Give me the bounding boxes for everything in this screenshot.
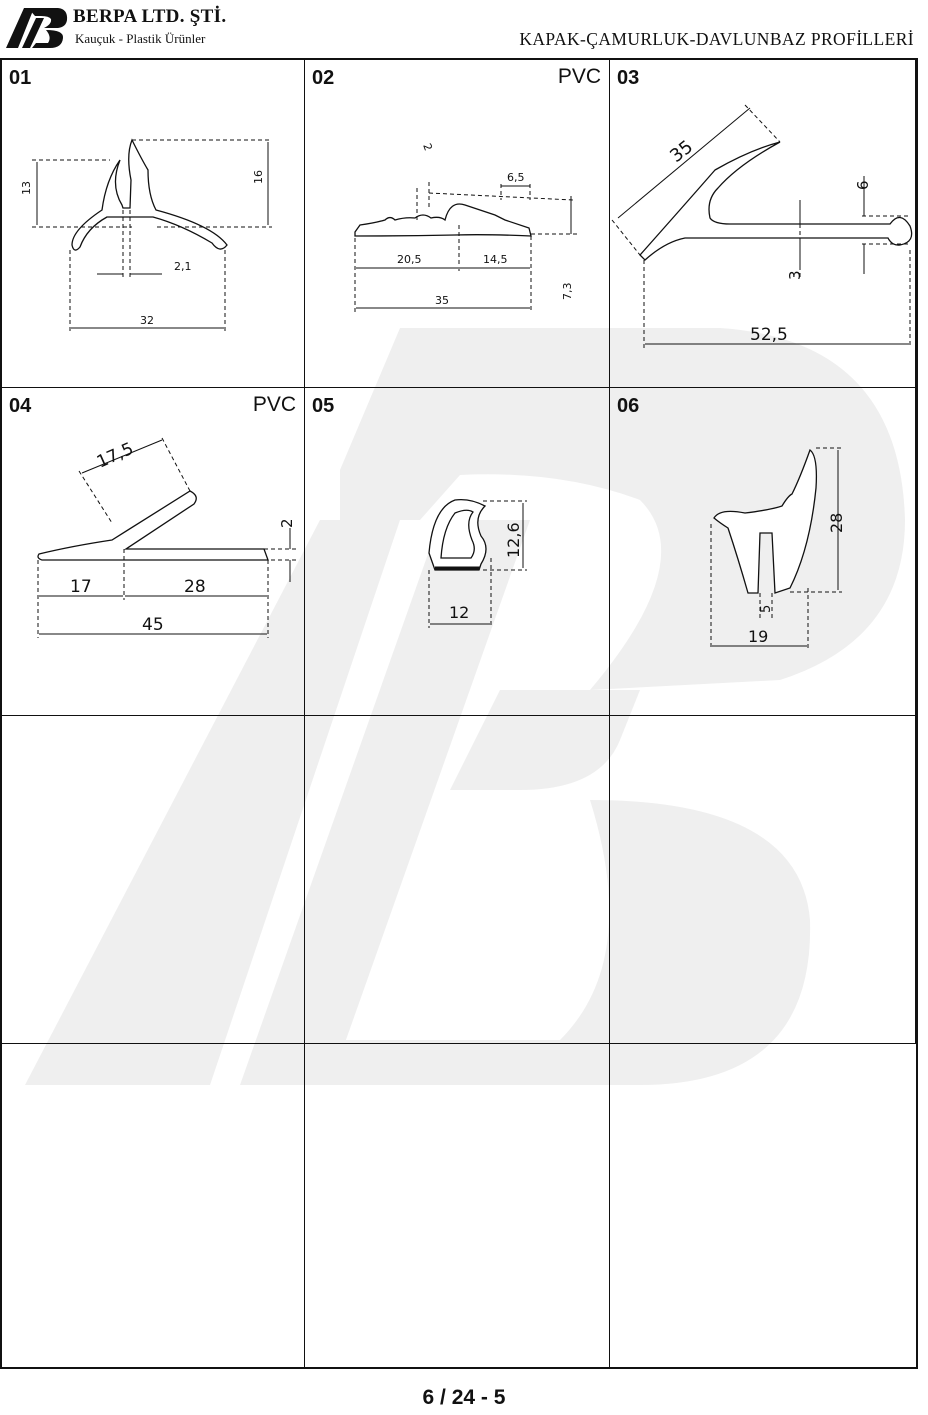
dim-label: 28 bbox=[184, 577, 206, 597]
profile-number: 05 bbox=[312, 395, 335, 417]
profile-number: 03 bbox=[617, 67, 640, 89]
empty-cell bbox=[610, 716, 916, 1044]
empty-cell bbox=[610, 1044, 916, 1369]
company-name: BERPA LTD. ŞTİ. bbox=[73, 6, 227, 27]
empty-cell bbox=[305, 1044, 610, 1369]
profile-cell-06 bbox=[610, 388, 916, 716]
page-title: KAPAK-ÇAMURLUK-DAVLUNBAZ PROFİLLERİ bbox=[519, 29, 914, 49]
profile-shape bbox=[38, 491, 268, 560]
dim-label: 19 bbox=[748, 627, 769, 646]
dim-label: 28 bbox=[827, 512, 846, 533]
profile-grid bbox=[0, 58, 918, 1369]
profile-number: 02 bbox=[312, 67, 335, 89]
profile-number: 01 bbox=[9, 67, 32, 89]
material-label: PVC bbox=[557, 65, 601, 88]
profile-drawing bbox=[305, 60, 608, 388]
profile-drawing bbox=[2, 60, 305, 388]
empty-cell bbox=[305, 716, 610, 1044]
profile-shape bbox=[714, 450, 816, 593]
profile-shape bbox=[72, 140, 227, 250]
dim-label: 35 bbox=[435, 294, 449, 307]
dim-label: 12,6 bbox=[504, 522, 523, 558]
dim-label: 52,5 bbox=[750, 325, 788, 345]
dim-label: 2,1 bbox=[174, 260, 192, 273]
dim-label: 2 bbox=[420, 141, 435, 153]
profile-cell-01 bbox=[2, 60, 305, 388]
material-label: PVC bbox=[252, 393, 296, 416]
dim-label: 12 bbox=[449, 603, 470, 622]
company-tagline: Kauçuk - Plastik Ürünler bbox=[75, 31, 206, 46]
dim-label: 5 bbox=[759, 604, 774, 613]
dim-label: 6 bbox=[854, 180, 872, 190]
dim-label: 20,5 bbox=[397, 253, 422, 266]
berpa-logo-icon bbox=[4, 6, 68, 48]
empty-cell bbox=[2, 716, 305, 1044]
profile-drawing bbox=[2, 388, 305, 716]
dim-label: 2 bbox=[278, 518, 296, 528]
dim-label: 13 bbox=[20, 181, 33, 195]
dim-label: 7,3 bbox=[561, 282, 574, 300]
dim-label: 45 bbox=[142, 615, 164, 635]
profile-drawing bbox=[610, 388, 913, 716]
dim-label: 17 bbox=[70, 577, 92, 597]
profile-cell-05 bbox=[305, 388, 610, 716]
profile-number: 06 bbox=[617, 395, 640, 417]
profile-drawing bbox=[610, 60, 913, 388]
page-number: 6 / 24 - 5 bbox=[422, 1386, 506, 1409]
dim-label: 17,5 bbox=[93, 438, 137, 473]
profile-drawing bbox=[305, 388, 608, 716]
dim-label: 35 bbox=[666, 136, 698, 167]
profile-cell-04 bbox=[2, 388, 305, 716]
profile-number: 04 bbox=[9, 395, 32, 417]
dim-label: 32 bbox=[140, 314, 154, 327]
profile-shape bbox=[355, 204, 531, 236]
dim-label: 6,5 bbox=[507, 171, 525, 184]
profile-cell-02 bbox=[305, 60, 610, 388]
dim-label: 16 bbox=[252, 170, 265, 184]
page-header bbox=[0, 0, 928, 58]
profile-cell-03 bbox=[610, 60, 916, 388]
empty-cell bbox=[2, 1044, 305, 1369]
dim-label: 14,5 bbox=[483, 253, 508, 266]
dim-label: 3 bbox=[786, 270, 804, 280]
